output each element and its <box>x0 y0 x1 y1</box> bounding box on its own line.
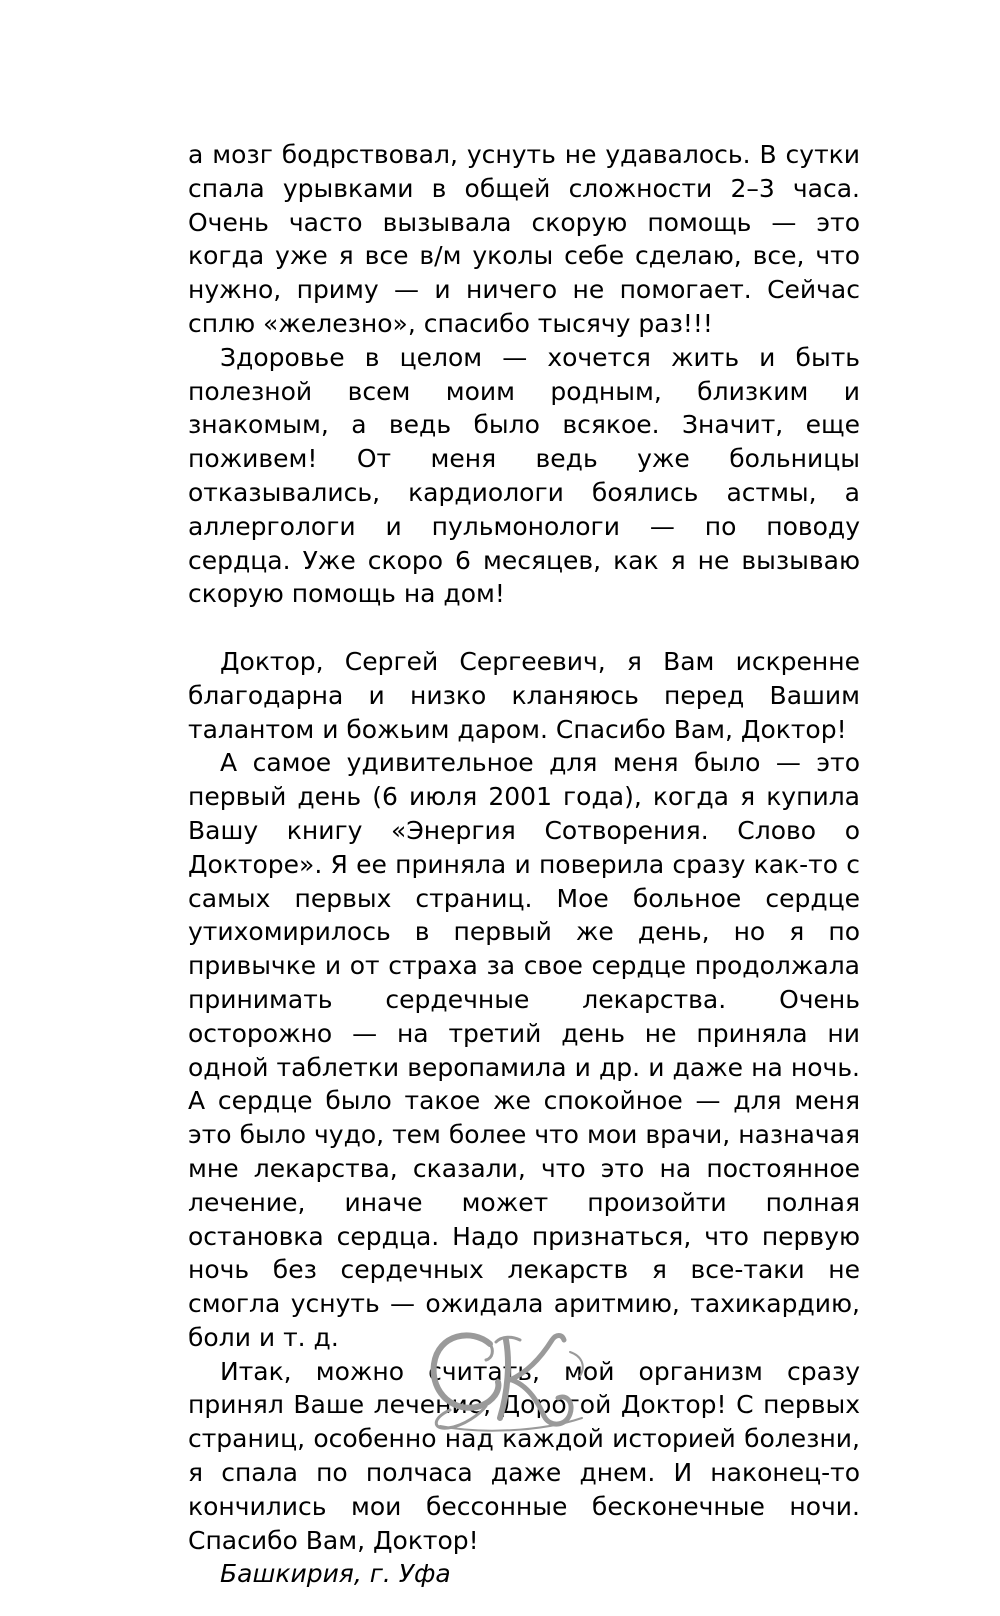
paragraph-3: Доктор, Сергей Сергеевич, я Вам искренне благодарна и низко кланяюсь перед Вашим талантом и божьим даром. Спасибо Вам, Доктор! <box>188 646 860 744</box>
monogram-logo-icon <box>420 1322 595 1437</box>
paragraph-2: Здоровье в целом — хочется жить и быть полезной всем моим родным, близким и знакомым, а ведь было всякое. Значит, еще поживем! От меня ведь уже больницы отказывались, кардиологи боялись астмы, а аллергологи и пульмонологи — по поводу сердца. Уже скоро 6 месяцев, как я не вызываю скорую помощь на дом! <box>188 342 860 609</box>
paragraph-5: Итак, можно считать, мой организм сразу принял Ваше лечение, Дорогой Доктор! С первых страниц, особенно над каждой историей болезни, я спала по полчаса даже днем. И наконец-то кончились мои бессонные бесконечные ночи. Спасибо Вам, Доктор! <box>188 1356 860 1555</box>
paragraph-1: а мозг бодрствовал, уснуть не удавалось. В сутки спала урывками в общей сложности 2–3 часа. Очень часто вызывала скорую помощь — это когда уже я все в/м уколы себе сделаю, все, что нужно, приму — и ничего не помогает. Сейчас сплю «железно», спасибо тысячу раз!!! <box>188 140 860 338</box>
signature: Башкирия, г. Уфа <box>220 1559 451 1589</box>
paragraph-4: А самое удивительное для меня было — это первый день (6 июля 2001 года), когда я купила Вашу книгу «Энергия Сотворения. Слово о Докторе». Я ее приняла и поверила сразу как-то с самых первых страниц. Мое больное сердце утихомирилось в первый же день, но я по привычке и от страха за свое сердце продолжала принимать сердечные лекарства. Очень осторожно — на третий день не приняла ни одной таблетки веропамила и др. и даже на ночь. А сердце было такое же спокойное — для меня это было чудо, тем более что мои врачи, назначая мне лекарства, сказали, что это на постоянное лечение, иначе может произойти полная остановка сердца. Надо признаться, что первую ночь без сердечных лекарств я все-таки не смогла уснуть — ожидала аритмию, тахикардию, боли и т. д. <box>188 748 860 1352</box>
